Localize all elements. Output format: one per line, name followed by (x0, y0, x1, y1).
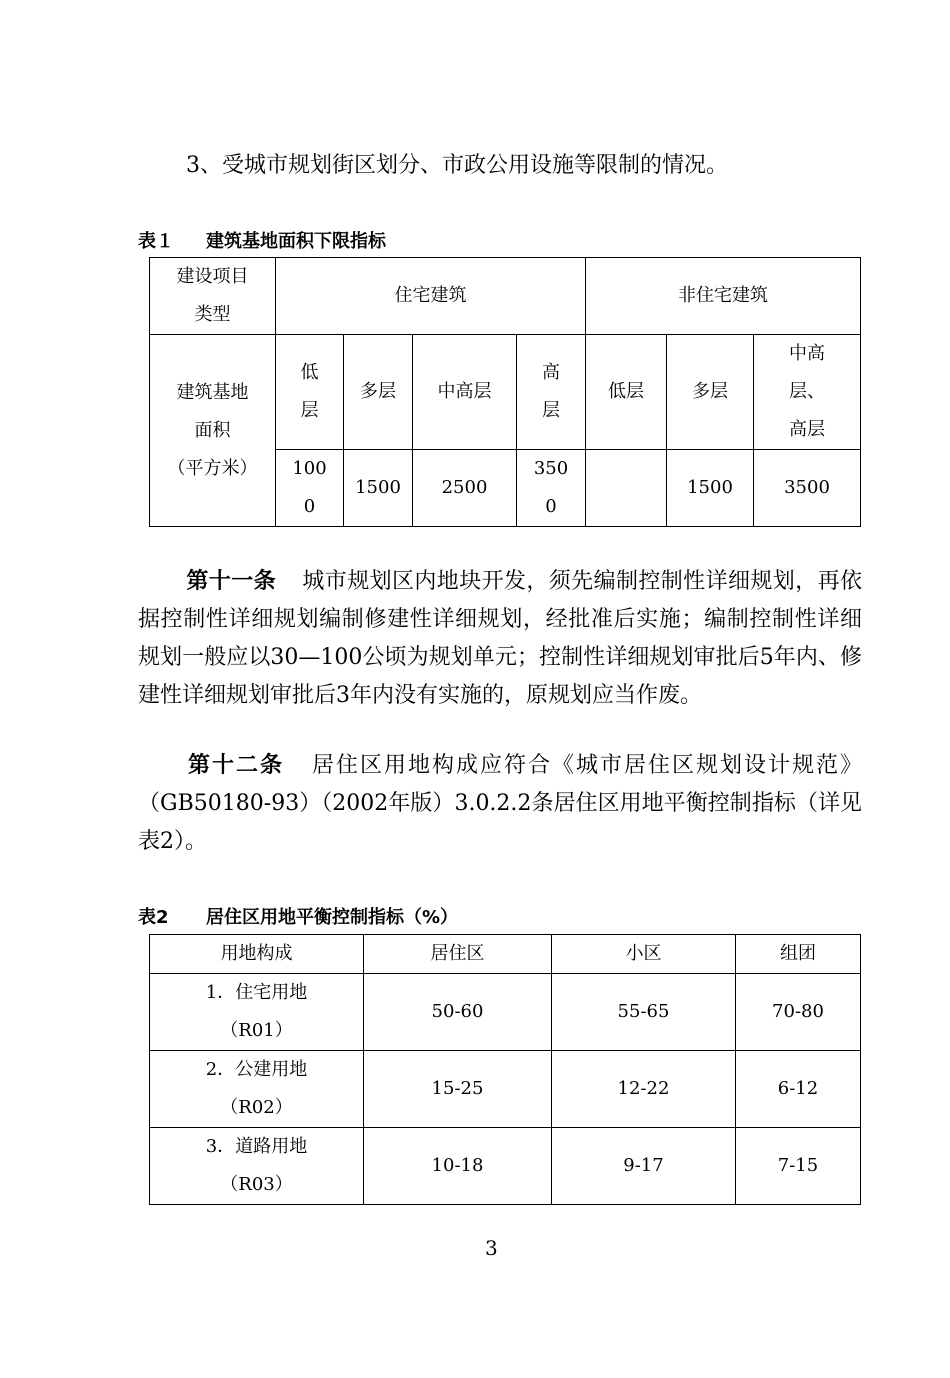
row-value: 12-22 (552, 1051, 736, 1128)
value-res-multi: 1500 (344, 450, 413, 527)
table-row (150, 1051, 861, 1128)
article-12-text: 居住区用地构成应符合《城市居住区规划设计规范》（GB50180-93）（2002年版）3.0.2.2条居住区用地平衡控制指标（详见表2）。 (138, 753, 862, 854)
area-label: 建筑基地 面积 （平方米） (150, 335, 276, 527)
value-nonres-multi: 1500 (667, 450, 754, 527)
subheader-res-high: 高 层 (517, 335, 586, 450)
article-11 (138, 563, 862, 715)
article-12 (138, 747, 862, 861)
row-value: 70-80 (736, 974, 861, 1051)
residential-header: 住宅建筑 (276, 258, 586, 335)
building-base-area-table (149, 257, 861, 527)
article-12-lead: 第十二条 (186, 753, 284, 778)
table2-caption (138, 903, 458, 929)
article-11-lead: 第十一条 (186, 569, 276, 594)
value-nonres-midhigh: 3500 (754, 450, 861, 527)
subheader-res-midhigh: 中高层 (413, 335, 517, 450)
table2-title: 居住区用地平衡控制指标（%） (206, 907, 459, 928)
subheader-res-low: 低 层 (276, 335, 344, 450)
table1-number: 表１ (138, 231, 174, 252)
row-value: 6-12 (736, 1051, 861, 1128)
subheader-nonres-low: 低层 (586, 335, 667, 450)
value-res-high: 350 0 (517, 450, 586, 527)
subheader-nonres-midhigh: 中高 层、 高层 (754, 335, 861, 450)
table-row (150, 974, 861, 1051)
article-11-text: 城市规划区内地块开发，须先编制控制性详细规划，再依据控制性详细规划编制修建性详细规划，经批准后实施；编制控制性详细规划一般应以30—100公顷为规划单元；控制性详细规划审批后5年内、修建性详细规划审批后3年内没有实施的，原规划应当作废。 (138, 569, 862, 708)
t2-header-composition: 用地构成 (150, 935, 364, 974)
table-row (150, 1128, 861, 1205)
row-value: 9-17 (552, 1128, 736, 1205)
t2-header-neighborhood: 小区 (552, 935, 736, 974)
row-name: 1．住宅用地 （R01） (150, 974, 364, 1051)
row-value: 50-60 (364, 974, 552, 1051)
page-number: 3 (485, 1236, 498, 1260)
value-res-midhigh: 2500 (413, 450, 517, 527)
t2-header-residential-district: 居住区 (364, 935, 552, 974)
row-value: 10-18 (364, 1128, 552, 1205)
list-item-3: 3、受城市规划街区划分、市政公用设施等限制的情况。 (186, 153, 728, 178)
table1-title: 建筑基地面积下限指标 (206, 231, 386, 252)
row-value: 15-25 (364, 1051, 552, 1128)
row-name: 2．公建用地 （R02） (150, 1051, 364, 1128)
table2-number: 表2 (138, 907, 169, 928)
row-value: 55-65 (552, 974, 736, 1051)
t2-header-cluster: 组团 (736, 935, 861, 974)
value-res-low: 100 0 (276, 450, 344, 527)
subheader-res-multi: 多层 (344, 335, 413, 450)
value-nonres-low (586, 450, 667, 527)
non-residential-header: 非住宅建筑 (586, 258, 861, 335)
land-balance-table (149, 934, 861, 1205)
row-value: 7-15 (736, 1128, 861, 1205)
subheader-nonres-multi: 多层 (667, 335, 754, 450)
row-name: 3．道路用地 （R03） (150, 1128, 364, 1205)
type-header: 建设项目 类型 (150, 258, 276, 335)
table1-caption (138, 227, 386, 253)
